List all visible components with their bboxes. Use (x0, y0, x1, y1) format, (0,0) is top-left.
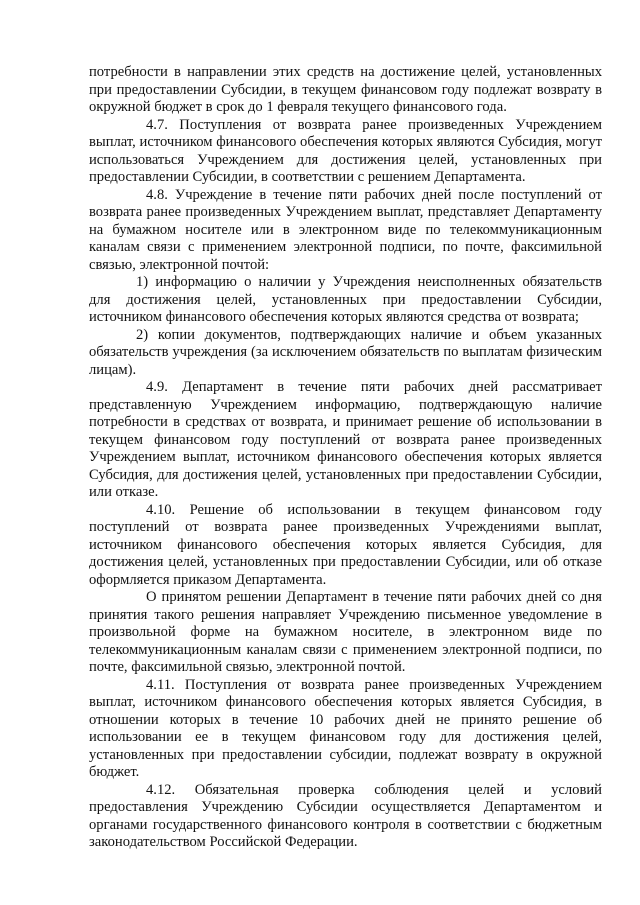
paragraph-4-10: 4.10. Решение об использовании в текущем финансовом году поступлений от возврата ранее произведенных Учреждениями выплат, источником финансового обеспечения которых является Субсидия, для достижения целей, установленных при предоставлении Субсидии, или об отказе оформляется приказом Департамента. (89, 501, 602, 588)
document-body (89, 64, 602, 852)
paragraph-decision-notice: О принятом решении Департамент в течение пяти рабочих дней со дня принятия такого решения направляет Учреждению письменное уведомление в произвольной форме на бумажном носителе, в электронном виде по телекоммуникационным каналам связи с применением электронной подписи, по почте, факсимильной связью, электронной почтой. (89, 589, 602, 675)
paragraph-4-11: 4.11. Поступления от возврата ранее произведенных Учреждением выплат, источником финансового обеспечения которых является Субсидия, в отношении которых в течение 10 рабочих дней не принято решение об использовании ее в текущем финансовом году для достижения целей, установленных при предоставлении субсидии, подлежат возврату в окружной бюджет. (89, 676, 602, 780)
paragraph-item-1: 1) информацию о наличии у Учреждения неисполненных обязательств для достижения целей, установленных при предоставлении Субсидии, источником финансового обеспечения которых являются средства от возврата; (89, 274, 602, 325)
paragraph-continuation: потребности в направлении этих средств на достижение целей, установленных при предоставлении Субсидии, в текущем финансовом году подлежат возврату в окружной бюджет в срок до 1 февраля текущего финансового года. (89, 64, 602, 115)
paragraph-4-7: 4.7. Поступления от возврата ранее произведенных Учреждением выплат, источником финансового обеспечения которых являются Субсидия, могут использоваться Учреждением для достижения целей, установленных при предоставлении Субсидии, в соответствии с решением Департамента. (89, 116, 602, 185)
paragraph-4-8: 4.8. Учреждение в течение пяти рабочих дней после поступлений от возврата ранее произведенных Учреждением выплат, представляет Департаменту на бумажном носителе или в электронном виде по телекоммуникационным каналам связи с применением электронной подписи, по почте, факсимильной связью, электронной почтой: (89, 186, 602, 273)
paragraph-4-9: 4.9. Департамент в течение пяти рабочих дней рассматривает представленную Учреждением информацию, подтверждающую наличие потребности в средствах от возврата, и принимает решение об использовании в текущем финансовом году поступлений от возврата ранее произведенных Учреждением выплат, источником финансового обеспечения которых является Субсидия, для достижения целей, установленных при предоставлении Субсидии, или отказе. (89, 379, 602, 500)
paragraph-4-12: 4.12. Обязательная проверка соблюдения целей и условий предоставления Учреждению Субсидии осуществляется Департаментом и органами государственного финансового контроля в соответствии с бюджетным законодательством Российской Федерации. (89, 781, 602, 850)
paragraph-item-2: 2) копии документов, подтверждающих наличие и объем указанных обязательств учреждения (за исключением обязательств по выплатам физическим лицам). (89, 326, 602, 378)
